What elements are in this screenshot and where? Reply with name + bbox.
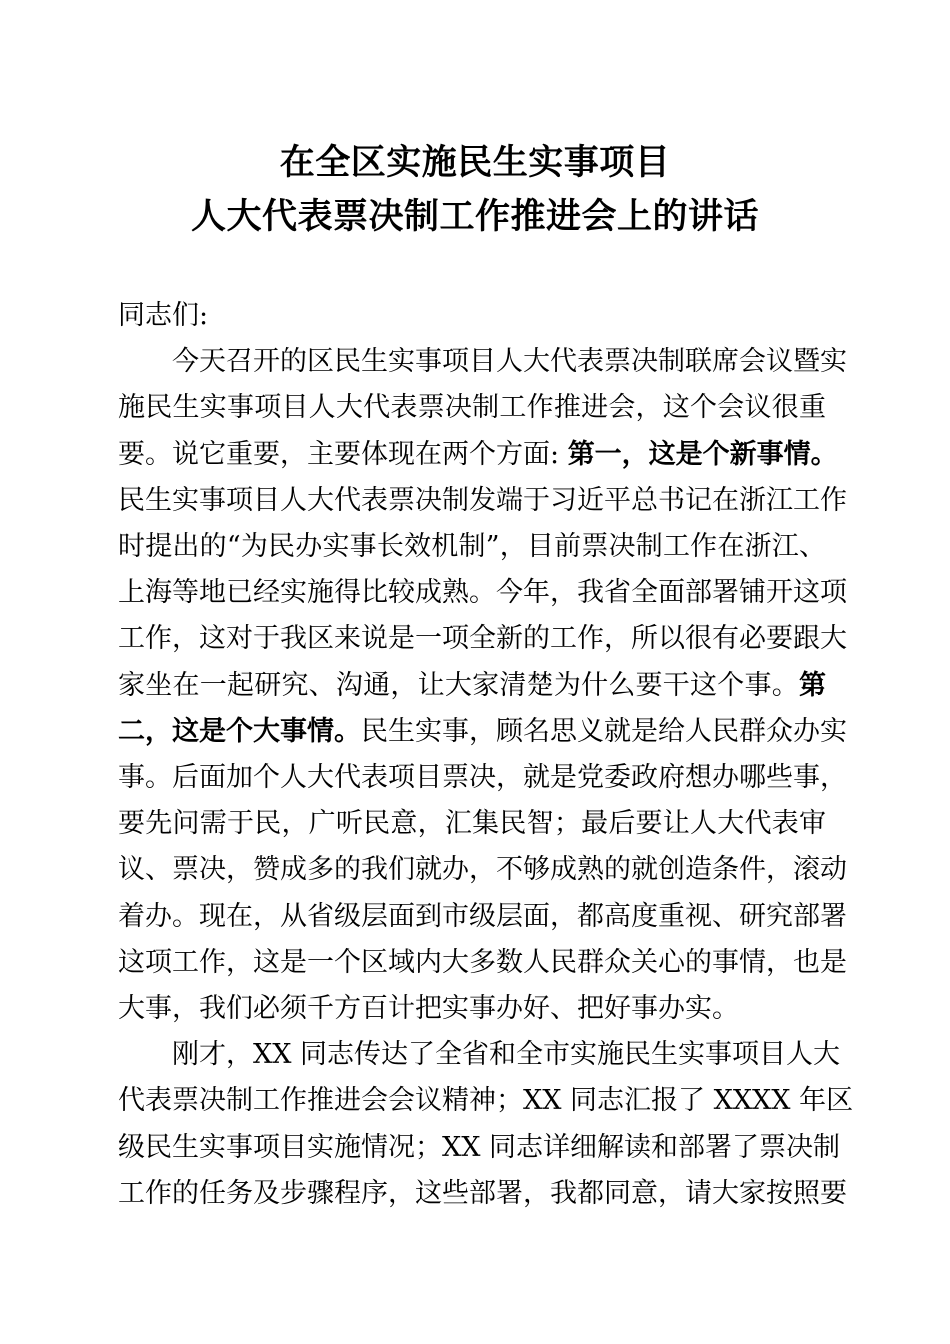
emphasis-point-one: 第一，这是个新事情。	[567, 438, 838, 470]
paragraph-line: 事。后面加个人大代表项目票决，就是党委政府想办哪些事，	[118, 762, 847, 794]
paragraph-line: 施民生实事项目人大代表票决制工作推进会，这个会议很重	[118, 392, 826, 424]
paragraph-line: 代表票决制工作推进会会议精神；XX 同志汇报了 XXXX 年区	[118, 1085, 854, 1117]
emphasis-point-two: 二，这是个大事情。	[118, 715, 361, 747]
paragraph-line: 这项工作，这是一个区域内大多数人民群众关心的事情，也是	[118, 946, 847, 978]
paragraph-line: 民生实事项目人大代表票决制发端于习近平总书记在浙江工作	[118, 484, 847, 516]
paragraph-line: 大事，我们必须千方百计把实事办好、把好事办实。	[118, 993, 739, 1025]
paragraph-line: 今天召开的区民生实事项目人大代表票决制联席会议暨实	[172, 346, 847, 378]
title-line-1: 在全区实施民生实事项目	[279, 142, 671, 183]
paragraph-line: 议、票决，赞成多的我们就办，不够成熟的就创造条件，滚动	[118, 854, 847, 886]
paragraph-line: 工作，这对于我区来说是一项全新的工作，所以很有必要跟大	[118, 623, 847, 655]
paragraph-line: 要先问需于民，广听民意，汇集民智；最后要让人大代表审	[118, 808, 826, 840]
paragraph-line: 着办。现在，从省级层面到市级层面，都高度重视、研究部署	[118, 900, 847, 932]
paragraph-1	[118, 339, 847, 1032]
paragraph-2	[118, 1032, 854, 1217]
paragraph-line: 刚才，XX 同志传达了全省和全市实施民生实事项目人大	[172, 1039, 841, 1071]
paragraph-line: 上海等地已经实施得比较成熟。今年，我省全面部署铺开这项	[118, 577, 847, 609]
line-segment: 民生实事，顾名思义就是给人民群众办实	[361, 715, 847, 747]
paragraph-line: 级民生实事项目实施情况；XX 同志详细解读和部署了票决制	[118, 1131, 841, 1163]
emphasis-point-two-start: 第	[799, 669, 826, 701]
paragraph-line	[118, 709, 847, 755]
line-segment: 家坐在一起研究、沟通，让大家清楚为什么要干这个事。	[118, 669, 799, 701]
document-title	[0, 136, 950, 244]
paragraph-line: 时提出的“为民办实事长效机制”，目前票决制工作在浙江、	[118, 531, 826, 563]
line-segment: 要。说它重要，主要体现在两个方面:	[118, 438, 568, 470]
document-body	[118, 293, 854, 1217]
paragraph-line	[118, 663, 826, 709]
paragraph-line	[118, 432, 838, 478]
paragraph-line: 工作的任务及步骤程序，这些部署，我都同意，请大家按照要	[118, 1177, 847, 1209]
salutation: 同志们:	[118, 300, 209, 331]
title-line-2: 人大代表票决制工作推进会上的讲话	[190, 196, 759, 237]
